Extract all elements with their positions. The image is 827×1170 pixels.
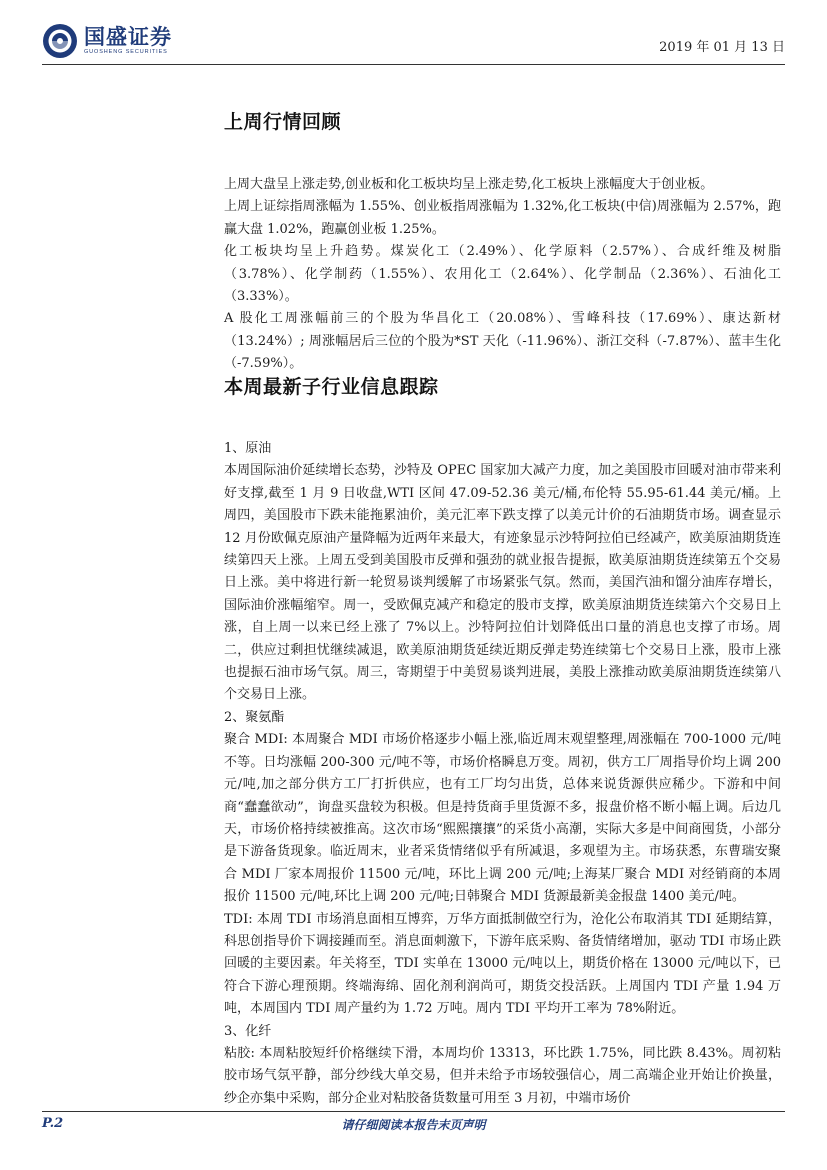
disclaimer-note: 请仔细阅读本报告末页声明 [341, 1118, 486, 1132]
footer-divider [42, 1111, 785, 1112]
paragraph: 本周国际油价延续增长态势，沙特及 OPEC 国家加大减产力度，加之美国股市回暖对油市带来利好支撑,截至 1 月 9 日收盘,WTI 区间 47.09-52.36 美元/桶,布伦特 55.95-61.44 美元/桶。上周四，美国股市下跌未能拖累油价，美元汇率下跌支撑了以美元计价的石油期货市场。调查显示 12 月份欧佩克原油产量降幅为近两年来最大，有迹象显示沙特阿拉伯已经减产，欧美原油期货连续第四天上涨。上周五受到美国股市反弹和强劲的就业报告提振，欧美原油期货连续第五个交易日上涨。美中将进行新一轮贸易谈判缓解了市场紧张气氛。然而，美国汽油和馏分油库存增长，国际油价涨幅缩窄。周一，受欧佩克减产和稳定的股市支撑，欧美原油期货连续第六个交易日上涨，自上周一以来已经上涨了 7%以上。沙特阿拉伯计划降低出口量的消息也支撑了市场。周二，供应过剩担忧继续减退，欧美原油期货延续近期反弹走势连续第七个交易日上涨，股市上涨也提振石油市场气氛。周三，寄期望于中美贸易谈判进展，美股上涨推动欧美原油期货连续第八个交易日上涨。 [224, 463, 781, 703]
company-logo [42, 22, 172, 60]
logo-mark-icon [42, 23, 78, 59]
header-divider [42, 64, 785, 65]
paragraph: 化工板块均呈上升趋势。煤炭化工（2.49%）、化学原料（2.57%）、合成纤维及树脂（3.78%）、化学制药（1.55%）、农用化工（2.64%）、化学制品（2.36%）、石油化工（3.33%）。 [224, 244, 781, 305]
logo-english-name: GUOSHENG SECURITIES [84, 49, 168, 55]
page-header [42, 22, 785, 62]
subsection-heading: 1、原油 [224, 441, 272, 456]
industry-tracking-body [224, 438, 781, 1110]
paragraph: 粘胶: 本周粘胶短纤价格继续下滑，本周均价 13313，环比跌 1.75%，同比跌 8.43%。周初粘胶市场气氛平静，部分纱线大单交易，但并未给予市场较强信心，周二高端企业开始让价换量，纱企亦集中采购，部分企业对粘胶备货数量可用至 3 月初，中端市场价 [224, 1045, 781, 1106]
paragraph: TDI: 本周 TDI 市场消息面相互博弈，万华方面抵制做空行为，沧化公布取消其 TDI 延期结算，科思创指导价下调接踵而至。消息面刺激下，下游年底采购、备货情绪增加，驱动 TDI 市场止跌回暖的主要因素。年关将至，TDI 实单在 13000 元/吨以上，期货价格在 13000 元/吨以下，已符合下游心理预期。终端海绵、固化剂利润尚可，期货交投活跃。上周国内 TDI 产量 1.94 万吨，本周国内 TDI 周产量约为 1.72 万吨。周内 TDI 平均开工率为 78%附近。 [224, 911, 781, 1017]
paragraph: A 股化工周涨幅前三的个股为华昌化工（20.08%）、雪峰科技（17.69%）、康达新材（13.24%）; 周涨幅居后三位的个股为*ST 天化（-11.96%）、浙江交科（-7.87%）、蓝丰生化（-7.59%）。 [224, 311, 781, 372]
paragraph: 上周大盘呈上涨走势,创业板和化工板块均呈上涨走势,化工板块上涨幅度大于创业板。 [224, 177, 714, 192]
paragraph: 聚合 MDI: 本周聚合 MDI 市场价格逐步小幅上涨,临近周末观望整理,周涨幅在 700-1000 元/吨不等。日均涨幅 200-300 元/吨不等，市场价格瞬息万变。周初，供方工厂周指导价均上调 200 元/吨,加之部分供方工厂打折供应，也有工厂均匀出货，总体来说货源供应稀少。下游和中间商“蠢蠢欲动”，询盘买盘较为积极。但是持货商手里货源不多，报盘价格不断小幅上调。后边几天，市场价格持续被推高。这次市场“熙熙攘攘”的采货小高潮，实际大多是中间商囤货，小部分是下游备货现象。临近周末，业者采货情绪似乎有所减退，多观望为主。市场获悉，东曹瑞安聚合 MDI 厂家本周报价 11500 元/吨，环比上调 200 元/吨;上海某厂聚合 MDI 对经销商的本周报价 11500 元/吨,环比上调 200 元/吨;日韩聚合 MDI 货源最新美金报盘 1400 美元/吨。 [224, 732, 781, 905]
logo-name: 国盛证券 [84, 25, 172, 49]
report-date: 2019 年 01 月 13 日 [659, 40, 785, 55]
subsection-heading: 2、聚氨酯 [224, 709, 285, 725]
page-number: P.2 [42, 1116, 64, 1131]
weekly-review-body [224, 174, 781, 376]
section-title-industry-tracking: 本周最新子行业信息跟踪 [224, 376, 439, 398]
section-title-weekly-review: 上周行情回顾 [224, 111, 342, 133]
paragraph: 上周上证综指周涨幅为 1.55%、创业板指周涨幅为 1.32%,化工板块(中信)周涨幅为 2.57%，跑赢大盘 1.02%，跑赢创业板 1.25%。 [224, 199, 781, 237]
subsection-heading: 3、化纤 [224, 1023, 272, 1039]
